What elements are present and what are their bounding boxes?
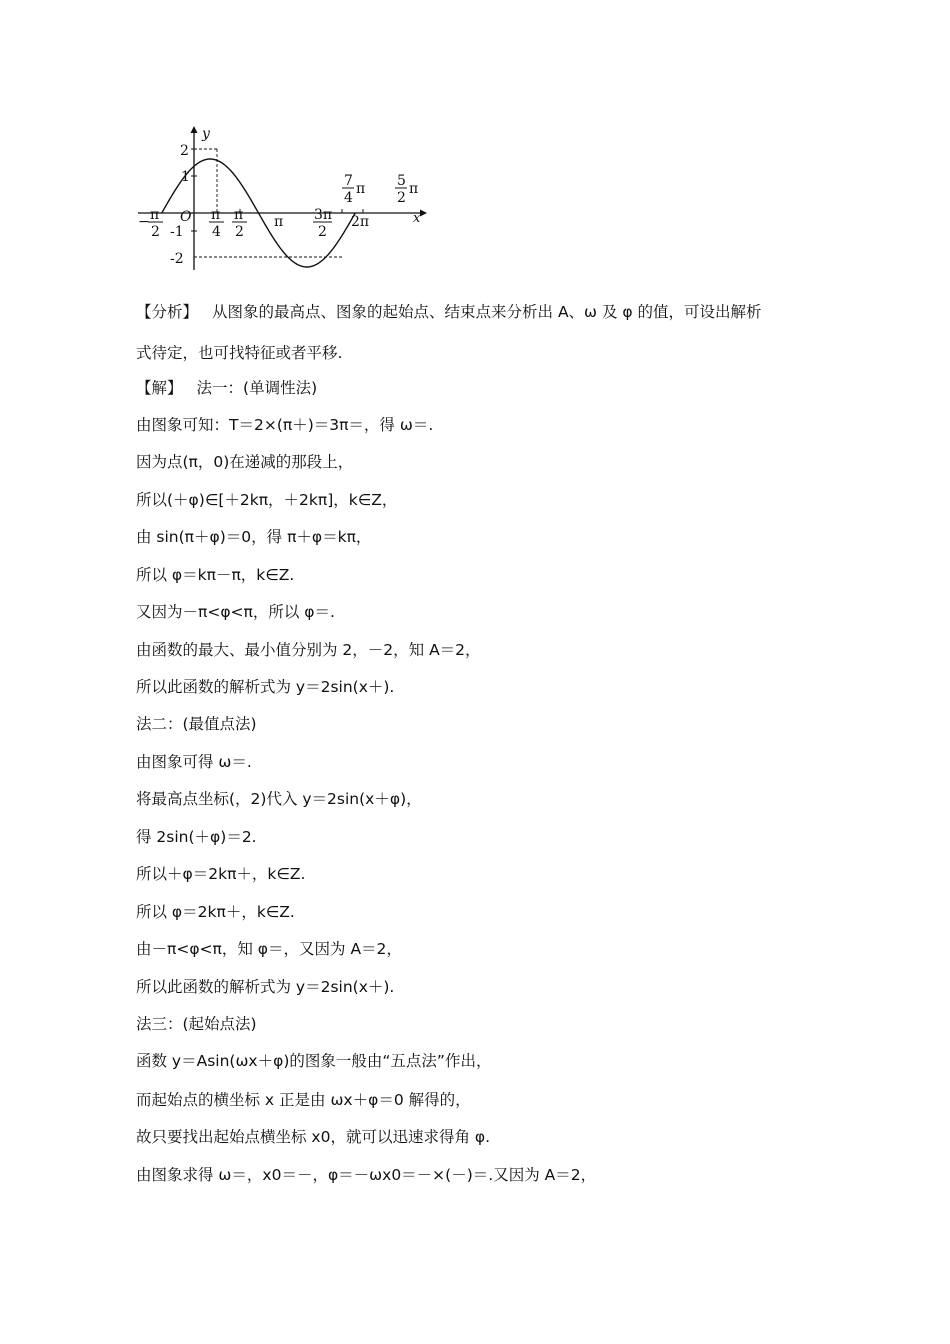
svg-text:−: − <box>138 214 150 230</box>
text-line <box>136 939 402 959</box>
y-axis-arrow <box>191 126 198 133</box>
line-text: 由图象求得 ω＝，x0＝－，φ＝－ωx0＝－×(－)＝.又因为 A＝2， <box>136 1166 597 1184</box>
x-label-five-half-pi <box>395 173 418 206</box>
line-text: 所以 φ＝kπ－π，k∈Z. <box>136 566 295 584</box>
text-line <box>136 602 335 622</box>
svg-text:2: 2 <box>235 224 244 240</box>
line-text: 所以此函数的解析式为 y＝2sin(x＋). <box>136 678 395 696</box>
text-line <box>136 452 353 472</box>
svg-text:π: π <box>409 181 419 197</box>
line-text: 而起始点的横坐标 x 正是由 ωx＋φ＝0 解得的， <box>136 1091 471 1109</box>
x-axis-arrow <box>420 210 427 217</box>
line-text: 由－π<φ<π，知 φ＝，又因为 A＝2， <box>136 940 402 958</box>
x-label-pi: π <box>274 214 284 230</box>
svg-text:7: 7 <box>344 173 353 189</box>
line-text: 将最高点坐标(，2)代入 y＝2sin(x＋φ)， <box>136 790 422 808</box>
text-line <box>136 752 252 772</box>
section-label: 【解】 <box>136 379 183 397</box>
x-label-three-half-pi <box>313 207 332 240</box>
line-text: 所以 φ＝2kπ＋，k∈Z. <box>136 903 295 921</box>
svg-text:5: 5 <box>397 173 406 189</box>
svg-text:π: π <box>234 207 244 223</box>
text-line <box>136 864 305 884</box>
line-text: 又因为－π<φ<π，所以 φ＝. <box>136 603 335 621</box>
text-line <box>136 1090 471 1110</box>
svg-text:π: π <box>211 207 221 223</box>
line-text: 由图象可知：T＝2×(π＋)＝3π＝，得 ω＝. <box>136 416 434 434</box>
text-line <box>136 527 371 547</box>
line-text: 所以(＋φ)∈[＋2kπ，＋2kπ]，k∈Z， <box>136 491 398 509</box>
line-text: 得 2sin(＋φ)＝2. <box>136 828 257 846</box>
text-line <box>136 714 257 734</box>
line-text: 法三：(起始点法) <box>136 1015 257 1033</box>
x-label-seven-quarter-pi <box>342 173 365 206</box>
text-line <box>136 902 295 922</box>
text-line <box>136 827 257 847</box>
line-text: 由图象可得 ω＝. <box>136 753 252 771</box>
text-line <box>136 677 394 697</box>
text-line <box>136 1127 490 1147</box>
text-line <box>136 378 317 398</box>
text-line <box>136 1165 596 1185</box>
line-text: 式待定，也可找特征或者平移. <box>136 344 343 362</box>
text-line <box>136 415 433 435</box>
line-text: 函数 y＝Asin(ωx＋φ)的图象一般由“五点法”作出， <box>136 1052 492 1070</box>
text-line <box>136 789 422 809</box>
x-label-half-pi <box>232 207 247 240</box>
svg-text:2: 2 <box>397 190 406 206</box>
line-text: 因为点(π，0)在递减的那段上， <box>136 453 354 471</box>
sine-graph-figure <box>130 118 430 278</box>
text-line <box>136 640 481 660</box>
line-text: 所以＋φ＝2kπ＋，k∈Z. <box>136 865 306 883</box>
text-line <box>136 302 762 322</box>
text-line <box>136 565 294 585</box>
x-axis-label: x <box>413 211 421 226</box>
svg-text:2: 2 <box>151 224 160 240</box>
svg-text:π: π <box>356 181 366 197</box>
svg-text:π: π <box>150 207 160 223</box>
line-text: 故只要找出起始点横坐标 x0，就可以迅速求得角 φ. <box>136 1128 491 1146</box>
line-text: 由 sin(π＋φ)＝0，得 π＋φ＝kπ， <box>136 528 372 546</box>
text-line <box>136 343 342 363</box>
sine-graph <box>130 118 430 278</box>
svg-text:4: 4 <box>344 190 353 206</box>
line-text: 所以此函数的解析式为 y＝2sin(x＋). <box>136 978 395 996</box>
y-label-1: 1 <box>181 169 190 185</box>
text-line <box>136 1014 257 1034</box>
section-label: 【分析】 <box>136 303 199 321</box>
line-text: 由函数的最大、最小值分别为 2，－2，知 A＝2， <box>136 641 481 659</box>
svg-text:3π: 3π <box>314 207 333 223</box>
text-line <box>136 977 394 997</box>
line-text: 法二：(最值点法) <box>136 715 257 733</box>
text-line <box>136 1051 491 1071</box>
text-line <box>136 490 397 510</box>
x-label-quarter-pi <box>209 207 224 240</box>
svg-text:4: 4 <box>212 224 221 240</box>
svg-text:2: 2 <box>318 224 327 240</box>
y-axis-label: y <box>202 126 210 142</box>
y-label-neg2: -2 <box>170 251 184 267</box>
line-text: 法一：(单调性法) <box>196 379 318 397</box>
line-text: 从图象的最高点、图象的起始点、结束点来分析出 A、ω 及 φ 的值，可设出解析 <box>212 303 762 321</box>
y-label-2: 2 <box>180 143 189 159</box>
x-label-neg-half-pi <box>138 207 163 240</box>
y-label-neg1: -1 <box>170 224 184 240</box>
x-label-two-pi: 2π <box>351 214 370 230</box>
origin-label: O <box>180 209 192 225</box>
